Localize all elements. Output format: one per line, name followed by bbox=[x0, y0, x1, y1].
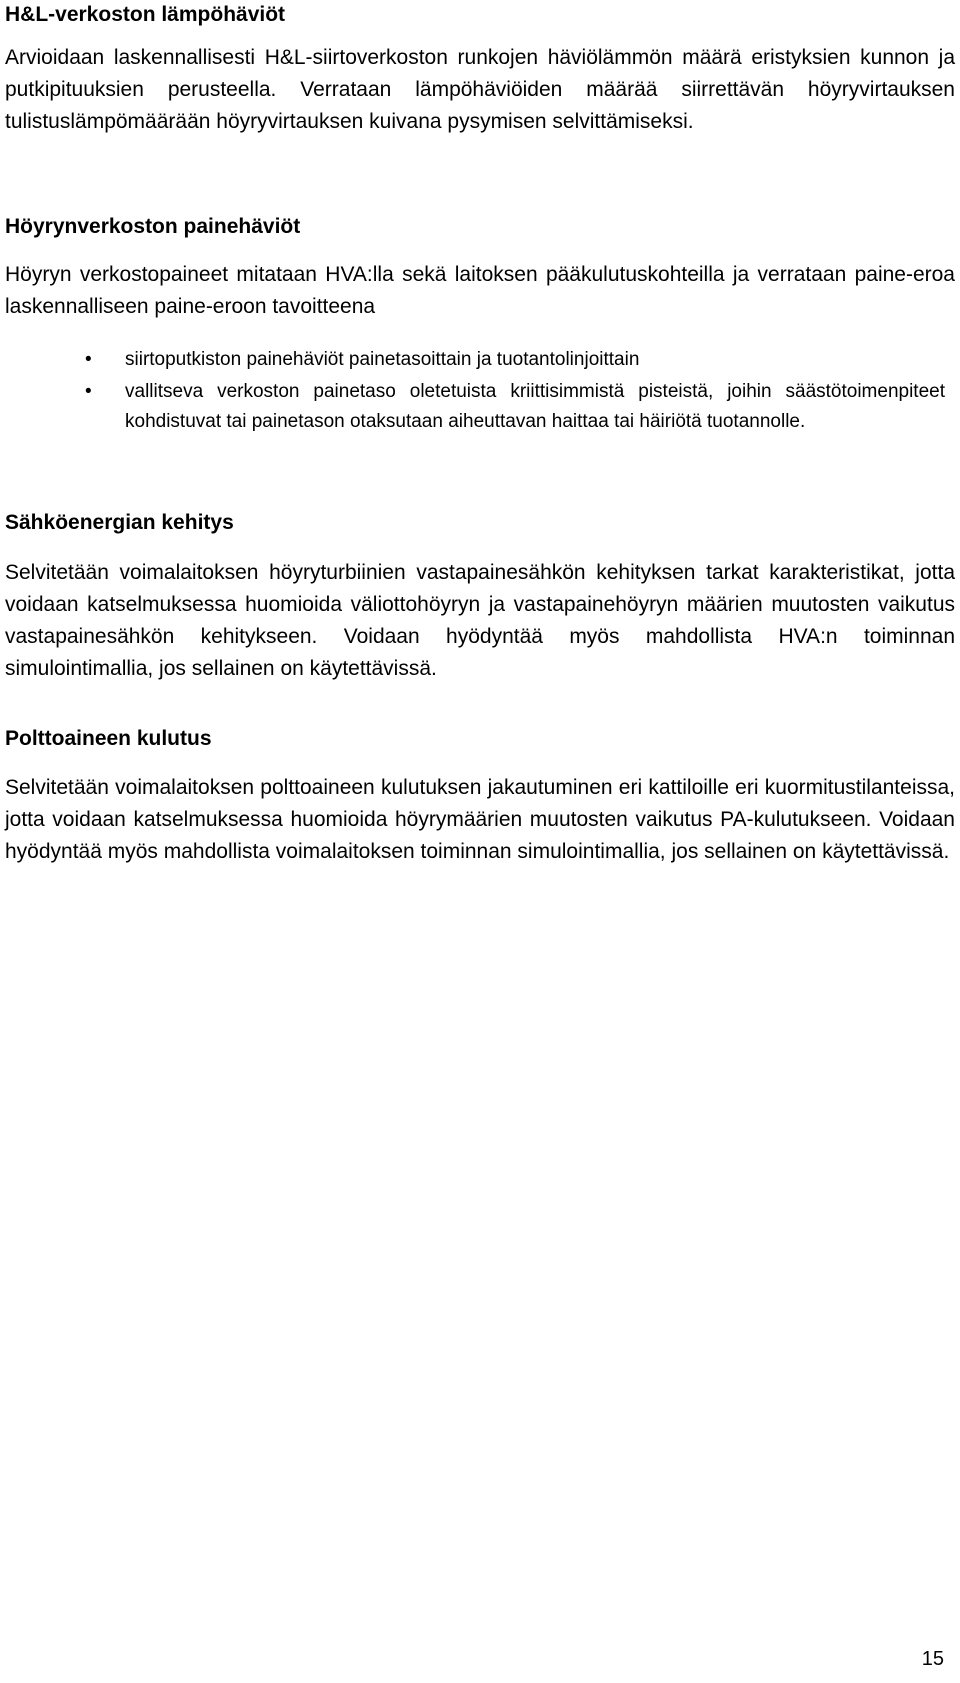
list-item bbox=[5, 345, 945, 375]
page-number: 15 bbox=[921, 1648, 944, 1670]
list-item bbox=[5, 377, 945, 437]
painehaviot-bullet-list bbox=[5, 345, 945, 437]
section-paragraph-hl-verkoston-lampohaviot: Arvioidaan laskennallisesti H&L-siirtoverkoston runkojen häviölämmön määrä eristyksien kunnon ja putkipituuksien perusteella. Verrataan lämpöhäviöiden määrää siirrettävän höyryvirtauksen tulistuslämpömäärään höyryvirtauksen kuivana pysymisen selvittämiseksi. bbox=[5, 46, 955, 133]
bullet-icon: • bbox=[85, 349, 92, 370]
section-paragraph-polttoaineen-kulutus: Selvitetään voimalaitoksen polttoaineen kulutuksen jakautuminen eri kattiloille eri kuormitustilanteissa, jotta voidaan katselmuksessa huomioida höyrymäärien muutosten vaikutus PA-kulutukseen. Voidaan hyödyntää myös mahdollista voimalaitoksen toiminnan simulointimallia, jos sellainen on käytettävissä. bbox=[5, 776, 955, 863]
section-heading-hl-verkoston-lampohaviot: H&L-verkoston lämpöhäviöt bbox=[5, 3, 286, 26]
list-item-text: siirtoputkiston painehäviöt painetasoittain ja tuotantolinjoittain bbox=[125, 349, 640, 370]
list-item-text: vallitseva verkoston painetaso oletetuista kriittisimmistä pisteistä, joihin säästötoimenpiteet kohdistuvat tai painetason otaksutaan aiheuttavan haittaa tai häiriötä tuotannolle. bbox=[125, 381, 945, 432]
section-heading-polttoaineen-kulutus: Polttoaineen kulutus bbox=[5, 727, 212, 750]
section-heading-hoyrynverkoston-painehaviot: Höyrynverkoston painehäviöt bbox=[5, 215, 301, 238]
section-paragraph-sahkoenergian-kehitys: Selvitetään voimalaitoksen höyryturbiinien vastapainesähkön kehityksen tarkat karakteristikat, jotta voidaan katselmuksessa huomioida väliottohöyryn ja vastapainehöyryn määrien muutosten vaikutus vastapainesähkön kehitykseen. Voidaan hyödyntää myös mahdollista HVA:n toiminnan simulointimallia, jos sellainen on käytettävissä. bbox=[5, 561, 955, 680]
section-paragraph-hoyrynverkoston-painehaviot: Höyryn verkostopaineet mitataan HVA:lla sekä laitoksen pääkulutuskohteilla ja verrataan paine-eroa laskennalliseen paine-eroon tavoitteena bbox=[5, 263, 955, 318]
section-heading-sahkoenergian-kehitys: Sähköenergian kehitys bbox=[5, 511, 234, 534]
bullet-icon: • bbox=[85, 381, 92, 402]
